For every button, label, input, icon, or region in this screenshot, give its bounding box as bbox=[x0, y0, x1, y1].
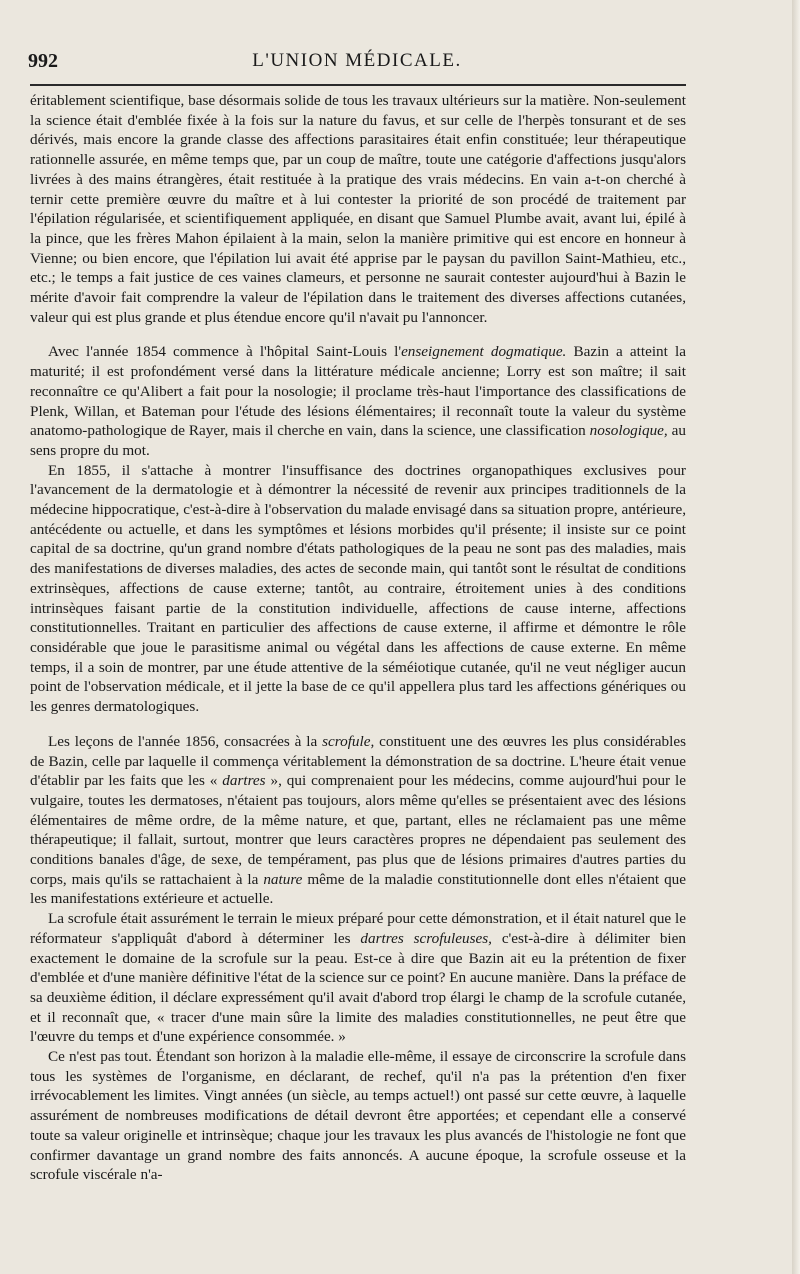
header-rule bbox=[30, 84, 686, 86]
paragraph-1856-scrofule: Les leçons de l'année 1856, consacrées à la scrofule, constituent une des œuvres les plus considérables de Bazin, celle par laquelle il commença véritablement la démonstration de sa doctrine. L'heure était venue d'établir par les faits que les « dartres », qui comprenaient pour les médecins, comme aujourd'hui pour le vulgaire, toutes les dermatoses, n'étaient pas toujours, alors même qu'elles se présentaient avec des lésions élémentaires de même ordre, de la même nature, et que, partant, elles ne réclamaient pas une même thérapeutique; il fallait, surtout, montrer que leurs caractères propres ne dépendaient pas seulement des conditions banales d'âge, de sexe, de tempérament, pas plus que de lésions primaires d'autres parties du corps, mais qu'ils se rattachaient à la nature même de la maladie constitutionnelle dont elles n'étaient que les manifestations extérieure et actuelle. bbox=[30, 732, 686, 908]
running-title: L'UNION MÉDICALE. bbox=[252, 50, 462, 71]
page-edge-shadow bbox=[792, 0, 800, 1274]
paragraph-dartres-scrofuleuses: La scrofule était assurément le terrain le mieux préparé pour cette démonstration, et il était naturel que le réformateur s'appliquât d'abord à déterminer les dartres scrofuleuses, c'est-à-dire à délimiter bien exactement le domaine de la scrofule sur la peau. Est-ce à dire que Bazin ait eu la prétention de fixer d'emblée et d'une manière définitive l'état de la science sur ce point? En aucune manière. Dans la préface de sa deuxième édition, il déclare expressément qu'il avait d'abord trop élargi le champ de la scrofule cutanée, et il reconnaît que, « tracer d'une main sûre la limite des maladies constitutionnelles, ne peut être que l'œuvre du temps et d'une expérience consommée. » bbox=[30, 910, 686, 1046]
paragraph-horizon-maladie: Ce n'est pas tout. Étendant son horizon à la maladie elle-même, il essaye de circonscrire la scrofule dans tous les systèmes de l'organisme, en déclarant, de rechef, qu'il n'a pas la prétention d'en fixer irrévocablement les limites. Vingt années (un siècle, au temps actuel!) ont passé sur cette œuvre, à laquelle assurément de nombreuses modifications de détail devront être apportées; et cependant elle a conservé toute sa valeur originelle et intrinsèque; chaque jour les travaux les plus avancés de l'histologie ne font que confirmer davantage un grand nombre des faits annoncés. A aucune époque, la scrofule osseuse et la scrofule viscérale n'a- bbox=[30, 1048, 686, 1184]
page-header bbox=[28, 50, 686, 76]
article-body bbox=[30, 91, 686, 1185]
paragraph-1854-enseignement: Avec l'année 1854 commence à l'hôpital Saint-Louis l'enseignement dogmatique. Bazin a atteint la maturité; il est profondément versé dans la littérature médicale ancienne; Lorry est son maître; il sait reconnaître ce qu'Alibert a fait pour la nosologie; il proclame très-haut l'importance des classifications de Plenk, Willan, et Bateman pour l'étude des lésions élémentaires; il reconnaît toute la valeur du système anatomo-pathologique de Rayer, mais il cherche en vain, dans la science, une classification nosologique, au sens propre du mot. bbox=[30, 343, 686, 459]
paragraph-1855-doctrines: En 1855, il s'attache à montrer l'insuffisance des doctrines organopathiques exclusives pour l'avancement de la dermatologie et à démontrer la nécessité de revenir aux principes traditionnels de la médecine hippocratique, c'est-à-dire à l'observation du malade envisagé dans sa situation propre, antérieure, antécédente ou actuelle, et dans les symptômes et lésions morbides qu'il présente; il insiste sur ce point capital de sa doctrine, qu'un grand nombre d'états pathologiques de la peau ne sont pas des maladies, mais des manifestations de diverses maladies, des actes de seconde main, qui tantôt sont le résultat de conditions extrinsèques, affections de cause externe; tantôt, au contraire, étroitement unies à des conditions intrinsèques faisant partie de la constitution individuelle, affections de cause interne, affections constitutionnelles. Traitant en particulier des affections de cause externe, il affirme et démontre le rôle considérable que joue le parasitisme animal ou végétal dans les affections de cause externe. En même temps, il a soin de montrer, par une étude attentive de la séméiotique cutanée, qu'il ne veut négliger aucun point de l'observation médicale, et il jette la base de ce qu'il appellera plus tard les affections génériques ou les genres dermatologiques. bbox=[30, 461, 686, 716]
page-number: 992 bbox=[28, 50, 58, 72]
paragraph-favus-epilation: éritablement scientifique, base désormais solide de tous les travaux ultérieurs sur la matière. Non-seulement la science était d'emblée fixée à la fois sur la nature du favus, et sur celle de l'herpès tonsurant et de ses dérivés, mais encore la grande classe des affections parasitaires était enfin constituée; leur thérapeutique rationnelle assurée, en même temps que, par un coup de maître, toute une catégorie d'affections jusqu'alors livrées à des mains étrangères, était restituée à la pratique des vrais médecins. En vain a-t-on cherché à ternir cette première œuvre du maître et à lui contester la priorité de son procédé de traitement par l'épilation régularisée, et scientifiquement appliquée, en disant que Samuel Plumbe avait, avant lui, épilé à la pince, que les frères Mahon épilaient à la main, selon la manière primitive qui est encore en honneur à Vienne; ou bien encore, que l'épilation lui avait été apprise par le paysan du pavillon Saint-Mathieu, etc., etc.; le temps a fait justice de ces vaines clameurs, et personne ne saurait contester aujourd'hui à Bazin le mérite d'avoir fait comprendre la valeur de l'épilation dans le traitement des diverses affections cutanées, valeur qui est plus grande et plus étendue encore qu'il n'avait pu l'annoncer. bbox=[30, 92, 686, 326]
